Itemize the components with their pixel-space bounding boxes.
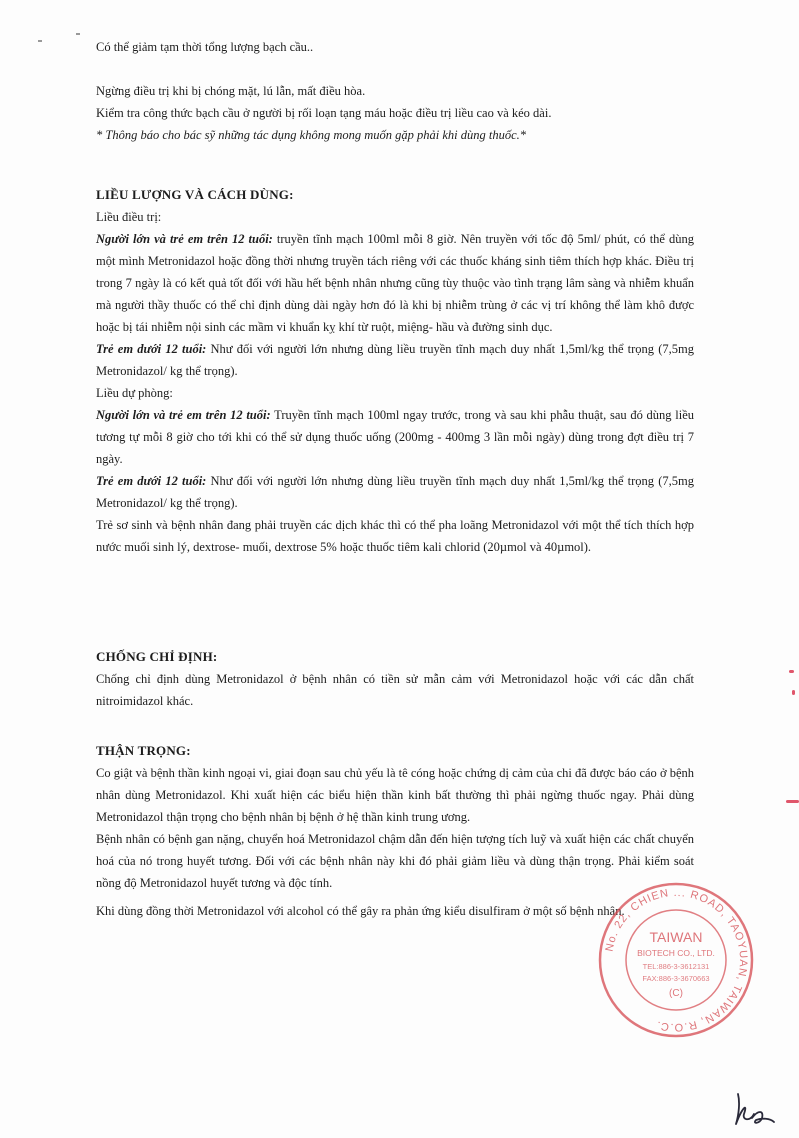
- scan-speck: [38, 40, 42, 42]
- p-child-label: Trẻ em dưới 12 tuổi:: [96, 474, 207, 488]
- stamp-company: TAIWAN: [649, 929, 703, 945]
- stamp-line-2: BIOTECH CO., LTD.: [637, 948, 715, 958]
- intro-line-3: Kiểm tra công thức bạch cầu ở người bị rối loạn tạng máu hoặc điều trị liều cao và kéo dài.: [96, 106, 552, 120]
- caution-paragraph-2: Bệnh nhân có bệnh gan nặng, chuyển hoá Metronidazol chậm dẫn đến hiện tượng tích luỹ và xuất hiện các chất chuyển hoá của nó trong huyết tương. Đối với các bệnh nhân này khi đó phải giảm liều và dùng thận trọng. Phải kiểm soát nồng độ Metronidazol huyết tương và độc tính.: [96, 832, 694, 890]
- margin-mark: [789, 670, 794, 673]
- p-child-text: Như đối với người lớn nhưng dùng liều truyền tĩnh mạch duy nhất 1,5ml/kg thể trọng (7,5mg Metronidazol/ kg thể trọng).: [96, 474, 695, 510]
- intro-line-2: Ngừng điều trị khi bị chóng mặt, lú lẫn, mất điều hòa.: [96, 84, 366, 98]
- child-label: Trẻ em dưới 12 tuổi:: [96, 342, 207, 356]
- adult-text: truyền tĩnh mạch 100ml mỗi 8 giờ. Nên truyền với tốc độ 5ml/ phút, có thể dùng một mình Metronidazol hoặc đồng thời nhưng truyền tách riêng với các thuốc kháng sinh tiêm thích hợp khác. Điều trị trong 7 ngày là có kết quả tốt đối với hầu hết bệnh nhân nhưng cũng tùy thuộc vào tình trạng lâm sàng và nhiễm khuẩn mà người thầy thuốc có thể chỉ định dùng dài ngày hơn đó là khi bị nhiễm trùng ở các vị trí không thể làm khô được hoặc bị tái nhiễm nội sinh các mầm vi khuẩn kỵ khí từ ruột, miệng- hầu và đường sinh dục.: [96, 232, 695, 334]
- dosage-section: [96, 184, 694, 558]
- treatment-label: Liều điều trị:: [96, 210, 162, 224]
- contraindication-section: [96, 646, 694, 712]
- p-adult-label: Người lớn và trẻ em trên 12 tuổi:: [96, 408, 271, 422]
- prophylaxis-label: Liều dự phòng:: [96, 386, 173, 400]
- stamp-line-3: TEL:886-3-3612131: [642, 962, 710, 971]
- child-dosage-paragraph: [96, 338, 694, 382]
- prophylaxis-child-paragraph: [96, 470, 694, 514]
- newborn-paragraph: Trẻ sơ sinh và bệnh nhân đang phải truyền các dịch khác thì có thể pha loãng Metronidazol với một thể tích thích hợp nước muối sinh lý, dextrose- muối, dextrose 5% hoặc thuốc tiêm kali chlorid (20µmol và 40µmol).: [96, 518, 694, 554]
- scan-speck: [76, 33, 80, 35]
- margin-mark: [792, 690, 795, 695]
- contra-paragraph: Chống chỉ định dùng Metronidazol ở bệnh nhân có tiền sử mẫn cảm với Metronidazol hoặc với các dẫn chất nitroimidazol khác.: [96, 672, 694, 708]
- caution-paragraph-3: Khi dùng đồng thời Metronidazol với alcohol có thể gây ra phản ứng kiểu disulfiram ở một số bệnh nhân.: [96, 904, 625, 918]
- contra-heading: CHỐNG CHỈ ĐỊNH:: [96, 649, 218, 664]
- intro-line-1: Có thể giảm tạm thời tổng lượng bạch cầu..: [96, 40, 314, 54]
- dosage-heading: LIỀU LƯỢNG VÀ CÁCH DÙNG:: [96, 187, 294, 202]
- child-text: Như đối với người lớn nhưng dùng liều truyền tĩnh mạch duy nhất 1,5ml/kg thể trọng (7,5mg Metronidazol/ kg thể trọng).: [96, 342, 695, 378]
- handwritten-initials: [730, 1088, 780, 1130]
- company-stamp: [596, 880, 756, 1040]
- intro-section: [96, 36, 694, 58]
- caution-paragraph-1: Co giật và bệnh thần kinh ngoại vi, giai đoạn sau chủ yếu là tê cóng hoặc chứng dị cảm của chi đã được báo cáo ở bệnh nhân dùng Metronidazol. Khi xuất hiện các biểu hiện thần kinh bất thường thì phải ngừng thuốc ngay. Phải dùng Metronidazol thận trọng cho bệnh nhân bị bệnh ở hệ thần kinh trung ương.: [96, 766, 694, 824]
- p-adult-text: Truyền tĩnh mạch 100ml ngay trước, trong và sau khi phẫu thuật, sau đó dùng liều tương tự mỗi 8 giờ cho tới khi có thể sử dụng thuốc uống (200mg - 400mg 3 lần mỗi ngày) dùng trong đợt điều trị 7 ngày.: [96, 408, 694, 466]
- stamp-line-4: FAX:886-3-3670663: [642, 974, 710, 983]
- caution-heading: THẬN TRỌNG:: [96, 743, 191, 758]
- stamp-mark: (C): [669, 988, 683, 999]
- margin-mark: [786, 800, 799, 803]
- stamp-ring-text: No. 22, CHIEN ... ROAD, TAOYUAN, TAIWAN, R.O.C.: [603, 886, 750, 1034]
- prophylaxis-adult-paragraph: [96, 404, 694, 470]
- adult-label: Người lớn và trẻ em trên 12 tuổi:: [96, 232, 273, 246]
- intro-section-2: [96, 80, 694, 146]
- adult-dosage-paragraph: [96, 228, 694, 338]
- intro-note: * Thông báo cho bác sỹ những tác dụng không mong muốn gặp phải khi dùng thuốc.*: [96, 128, 527, 142]
